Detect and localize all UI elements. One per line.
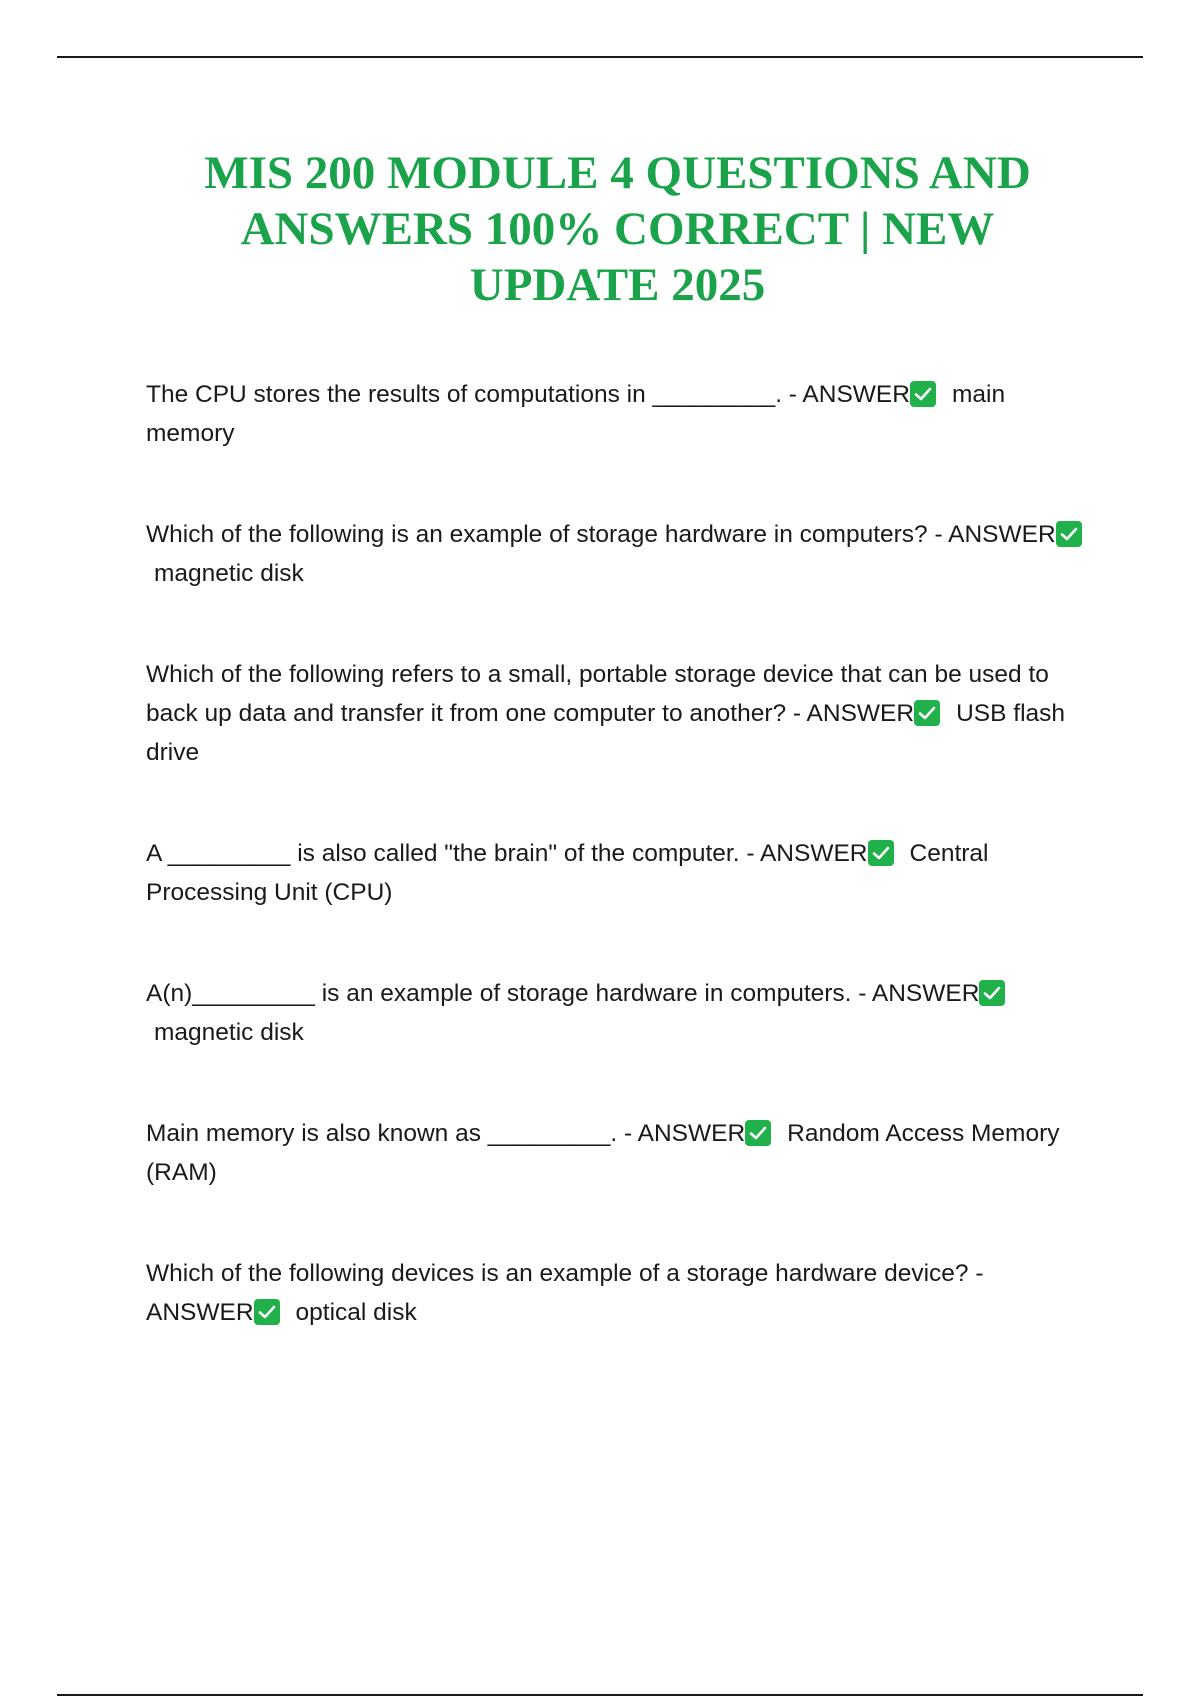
qa-item xyxy=(146,515,1091,593)
qa-item xyxy=(146,1114,1091,1192)
answer-text: USB flash drive xyxy=(146,700,1066,766)
qa-item xyxy=(146,375,1091,453)
answer-label: ANSWER xyxy=(871,980,980,1007)
answer-label: ANSWER xyxy=(802,381,910,408)
answer-text: main memory xyxy=(146,381,1006,447)
qa-item xyxy=(146,974,1091,1052)
top-divider xyxy=(57,56,1143,58)
title-line: ANSWERS 100% CORRECT | NEW xyxy=(240,203,995,255)
answer-label: ANSWER xyxy=(146,1299,254,1326)
answer-text: magnetic disk xyxy=(154,1019,304,1046)
check-mark-icon xyxy=(910,381,936,407)
check-mark-icon xyxy=(979,980,1005,1006)
qa-item xyxy=(146,1254,1091,1332)
answer-label: ANSWER xyxy=(637,1120,746,1147)
question-text: Which of the following refers to a small, portable storage device that can be used to back up data and transfer it from one computer to another? - xyxy=(146,661,1049,727)
answer-text: magnetic disk xyxy=(154,560,304,587)
question-text: A _________ is also called "the brain" of the computer. - xyxy=(146,840,760,867)
qa-list xyxy=(146,375,1091,1332)
title-line: UPDATE 2025 xyxy=(469,259,766,311)
title-line: MIS 200 MODULE 4 QUESTIONS AND xyxy=(204,147,1031,199)
check-mark-icon xyxy=(745,1120,771,1146)
check-mark-icon xyxy=(914,700,940,726)
answer-label: ANSWER xyxy=(806,700,915,727)
answer-text: Central Processing Unit (CPU) xyxy=(146,840,989,906)
check-mark-icon xyxy=(254,1299,280,1325)
document-title xyxy=(150,145,1085,313)
answer-text: optical disk xyxy=(295,1299,417,1326)
answer-label: ANSWER xyxy=(759,840,868,867)
qa-item xyxy=(146,655,1091,772)
qa-item xyxy=(146,834,1091,912)
question-text: A(n)_________ is an example of storage hardware in computers. - xyxy=(146,980,872,1007)
bottom-divider xyxy=(57,1694,1143,1696)
question-text: Which of the following devices is an example of a storage hardware device? - xyxy=(146,1260,984,1287)
question-text: The CPU stores the results of computations in _________. - xyxy=(146,381,803,408)
check-mark-icon xyxy=(868,840,894,866)
check-mark-icon xyxy=(1056,521,1082,547)
answer-text: Random Access Memory (RAM) xyxy=(146,1120,1060,1186)
question-text: Which of the following is an example of storage hardware in computers? - xyxy=(146,521,949,548)
question-text: Main memory is also known as _________. - xyxy=(146,1120,638,1147)
answer-label: ANSWER xyxy=(948,521,1056,548)
